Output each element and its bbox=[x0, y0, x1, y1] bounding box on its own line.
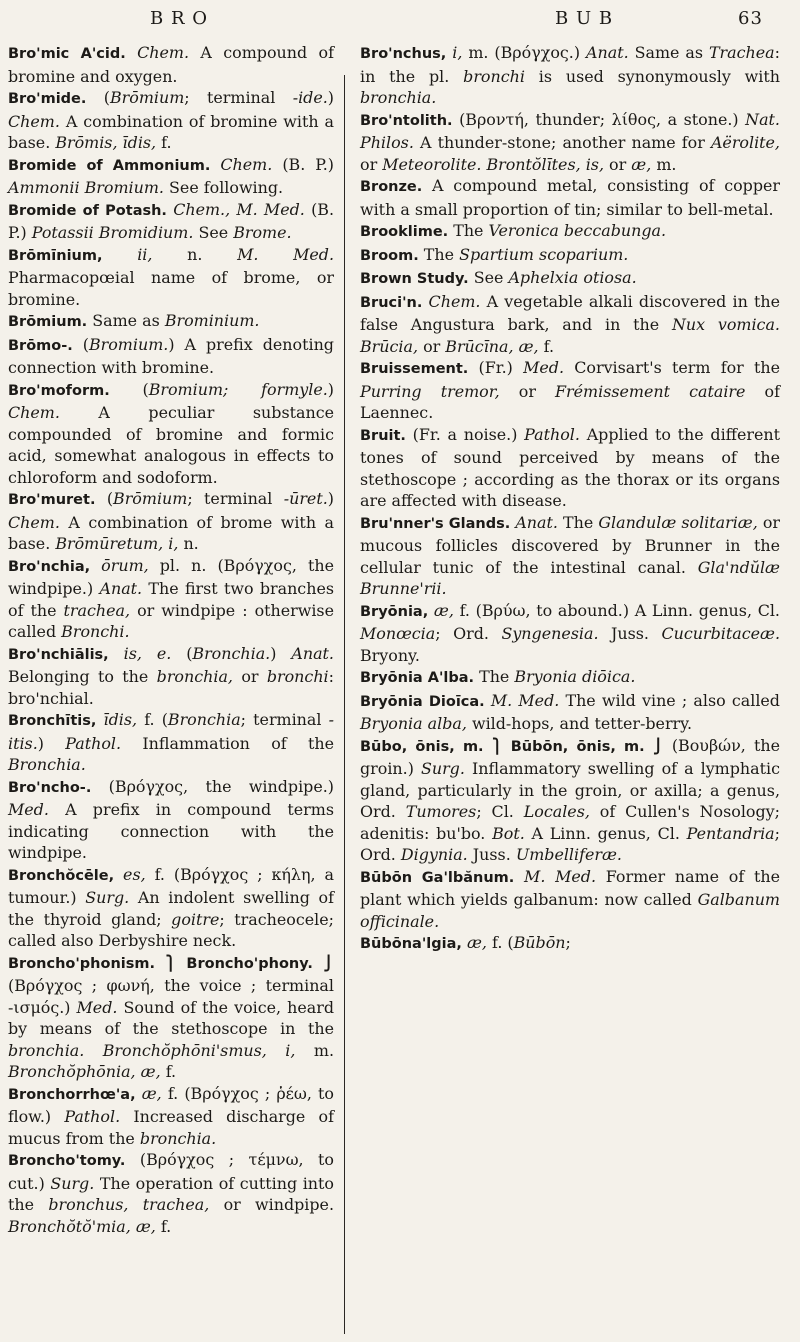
dictionary-entry bbox=[8, 555, 334, 643]
entry-definition: (Fr.) Med. Corvisart's term for the Purring tremor, or Frémissement cataire of Laennec. bbox=[360, 358, 780, 422]
entry-definition: (Brōmium; terminal -ūret.) Chem. A combination of brome with a base. Brōmūretum, i, n. bbox=[8, 489, 334, 553]
entry-headword: Broom. bbox=[360, 247, 419, 264]
entry-definition: (Brōmium; terminal -ide.) Chem. A combination of bromine with a base. Brōmis, īdis, f. bbox=[8, 88, 334, 152]
entry-definition: A compound metal, consisting of copper with a small proportion of tin; similar to bell-metal. bbox=[360, 176, 780, 219]
entry-headword: Brōmīnium, bbox=[8, 247, 103, 264]
entry-definition: æ, f. (Βρόγχος ; ῥέω, to flow.) Pathol. Increased discharge of mucus from the bronchia. bbox=[8, 1083, 335, 1148]
entry-headword: Brooklime. bbox=[360, 224, 449, 240]
entry-definition: (Bromium; formyle.) Chem. A peculiar substance compounded of bromine and formic acid, somewhat analogous in effects to chloroform and sodoform. bbox=[8, 379, 334, 487]
dictionary-entry bbox=[8, 244, 334, 311]
left-column bbox=[8, 42, 334, 1237]
entry-headword: Bru'nner's Glands. bbox=[360, 515, 511, 532]
entry-headword: Būbōn Ga'lbănum. bbox=[360, 869, 515, 886]
entry-headword: Bruci'n. bbox=[360, 294, 423, 311]
entry-headword: Bryōnia Dioīca. bbox=[360, 693, 485, 710]
entry-headword: Būbo, ōnis, m. ⎫ Būbōn, ōnis, m. ⎭ bbox=[360, 738, 664, 755]
dictionary-entry bbox=[360, 600, 780, 667]
entry-headword: Bronchītis, bbox=[8, 713, 97, 729]
dictionary-entry bbox=[8, 42, 334, 87]
dictionary-entry bbox=[360, 735, 780, 866]
entry-definition: (Βρόγχος, the windpipe.) Med. A prefix in compound terms indicating connection with the windpipe. bbox=[8, 776, 334, 862]
page-number: 63 bbox=[738, 8, 763, 29]
entry-headword: Bro'mic A'cid. bbox=[8, 46, 126, 62]
dictionary-entry bbox=[8, 379, 334, 489]
entry-definition: (Βρόγχος ; φωνή, the voice ; terminal -ισμός.) Med. Sound of the voice, heard by means of the stethoscope in the bronchia. Bronchŏphōni'smus, i, m. Bronchŏphōnia, æ, f. bbox=[8, 976, 335, 1081]
entry-definition: ōrum, pl. n. (Βρόγχος, the windpipe.) Anat. The first two branches of the trachea, or windpipe : otherwise called Bronchi. bbox=[8, 555, 334, 641]
dictionary-entry bbox=[8, 776, 334, 864]
entry-definition: M. Med. Former name of the plant which yields galbanum: now called Galbanum officinale. bbox=[360, 866, 781, 931]
entry-headword: Brōmium. bbox=[8, 314, 88, 330]
header-right-guideword: B U B bbox=[555, 8, 614, 29]
entry-definition: Anat. The Glandulæ solitariæ, or mucous follicles discovered by Brunner in the cellular tunic of the intestinal canal. Gla'ndŭlæ Brunne'rii. bbox=[360, 512, 781, 598]
dictionary-entry bbox=[360, 175, 780, 220]
dictionary-entry bbox=[8, 643, 334, 710]
entry-definition: The Veronica beccabunga. bbox=[448, 221, 667, 240]
dictionary-entry bbox=[360, 220, 780, 244]
dictionary-entry bbox=[8, 952, 334, 1083]
running-header bbox=[0, 8, 800, 38]
dictionary-entry bbox=[360, 109, 780, 176]
entry-headword: Bronchorrhœ'a, bbox=[8, 1086, 136, 1103]
dictionary-entry bbox=[360, 512, 780, 600]
dictionary-entry bbox=[360, 357, 780, 424]
entry-definition: (Fr. a noise.) Pathol. Applied to the different tones of sound perceived by means of the stethoscope ; according as the thorax or its organs are affected with disease. bbox=[360, 424, 780, 510]
dictionary-entry bbox=[8, 334, 334, 379]
dictionary-entry bbox=[8, 488, 334, 555]
entry-definition: (Βουβών, the groin.) Surg. Inflammatory swelling of a lymphatic gland, particularly in the groin, or axilla; a genus, Ord. Tumores; Cl. Locales, of Cullen's Nosology; adenitis: bu'bo. Bot. A Linn. genus, Cl. Pentandria; Ord. Digynia. Juss. Umbelliferæ. bbox=[360, 735, 781, 864]
entry-headword: Bronze. bbox=[360, 179, 423, 195]
entry-headword: Bruissement. bbox=[360, 361, 469, 377]
entry-definition: (Bromium.) A prefix denoting connection with bromine. bbox=[8, 334, 334, 377]
dictionary-entry bbox=[8, 864, 334, 952]
dictionary-entry bbox=[360, 267, 780, 291]
entry-headword: Bro'mide. bbox=[8, 91, 87, 107]
dictionary-entry bbox=[360, 866, 780, 933]
dictionary-entry bbox=[360, 932, 780, 956]
entry-definition: Chem. (B. P.) Ammonii Bromium. See following. bbox=[8, 154, 334, 197]
entry-headword: Brown Study. bbox=[360, 271, 469, 287]
entry-definition: es, f. (Βρόγχος ; κήλη, a tumour.) Surg. An indolent swelling of the thyroid gland; goitre; tracheocele; called also Derbyshire neck. bbox=[8, 864, 335, 950]
entry-definition: The Spartium scoparium. bbox=[418, 244, 629, 264]
dictionary-entry bbox=[8, 1083, 334, 1150]
entry-definition: (Βροντή, thunder; λίθος, a stone.) Nat. Philos. A thunder-stone; another name for Aërolite, or Meteorolite. Brontŏlītes, is, or æ, m. bbox=[360, 109, 780, 174]
dictionary-entry bbox=[360, 424, 780, 512]
dictionary-entry bbox=[8, 1149, 334, 1237]
entry-headword: Bryōnia, bbox=[360, 603, 429, 620]
entry-definition: Chem. A vegetable alkali discovered in the false Angustura bark, and in the Nux vomica. Brūcia, or Brūcīna, æ, f. bbox=[360, 291, 780, 356]
entry-definition: The Bryonia diōica. bbox=[474, 667, 636, 686]
entry-definition: īdis, f. (Bronchia; terminal -itis.) Pathol. Inflammation of the Bronchia. bbox=[8, 710, 334, 774]
entry-definition: See Aphelxia otiosa. bbox=[468, 268, 637, 287]
entry-headword: Bryōnia A'lba. bbox=[360, 670, 475, 686]
entry-definition: Chem., M. Med. (B. P.) Potassii Bromidium. See Brome. bbox=[8, 199, 335, 242]
dictionary-entry bbox=[360, 690, 780, 735]
right-column bbox=[360, 42, 780, 956]
entry-headword: Broncho'phonism. ⎫ Broncho'phony. ⎭ bbox=[8, 955, 334, 972]
entry-definition: is, e. (Bronchia.) Anat. Belonging to the bronchia, or bronchi: bro'nchial. bbox=[8, 643, 334, 708]
dictionary-entry bbox=[360, 42, 780, 109]
dictionary-entry bbox=[360, 244, 780, 268]
entry-headword: Bro'nchia, bbox=[8, 558, 91, 575]
entry-definition: Chem. A compound of bromine and oxygen. bbox=[8, 43, 334, 86]
entry-headword: Bro'nchus, bbox=[360, 46, 447, 62]
entry-headword: Bromide of Potash. bbox=[8, 202, 167, 219]
dictionary-entry bbox=[8, 310, 334, 334]
entry-headword: Bro'moform. bbox=[8, 382, 110, 399]
entry-headword: Būbōna'lgia, bbox=[360, 936, 462, 952]
dictionary-entry bbox=[8, 709, 334, 776]
column-divider bbox=[344, 75, 345, 1334]
entry-headword: Bruit. bbox=[360, 427, 406, 444]
entry-headword: Bro'ncho-. bbox=[8, 779, 92, 796]
entry-definition: æ, f. (Būbōn; bbox=[466, 933, 571, 952]
entry-headword: Bromide of Ammonium. bbox=[8, 157, 211, 174]
dictionary-entry bbox=[8, 87, 334, 154]
dictionary-entry bbox=[360, 291, 780, 358]
entry-definition: (Βρόγχος ; τέμνω, to cut.) Surg. The operation of cutting into the bronchus, trachea, or windpipe. Bronchŏtŏ'mia, æ, f. bbox=[8, 1150, 334, 1236]
entry-definition: i, m. (Βρόγχος.) Anat. Same as Trachea: in the pl. bronchi is used synonymously with bronchia. bbox=[360, 43, 780, 107]
dictionary-entry bbox=[8, 199, 334, 244]
entry-headword: Brōmo-. bbox=[8, 337, 73, 354]
entry-headword: Bro'nchiālis, bbox=[8, 646, 109, 663]
entry-headword: Bro'ntolith. bbox=[360, 112, 453, 129]
entry-headword: Broncho'tomy. bbox=[8, 1153, 126, 1169]
entry-definition: Same as Brominium. bbox=[87, 311, 260, 330]
header-left-guideword: B R O bbox=[150, 8, 208, 29]
entry-definition: ii, n. M. Med. Pharmacopœial name of brome, or bromine. bbox=[8, 244, 334, 309]
entry-definition: æ, f. (Βρύω, to abound.) A Linn. genus, Cl. Monœcia; Ord. Syngenesia. Juss. Cucurbitaceæ. Bryony. bbox=[360, 600, 780, 665]
entry-definition: M. Med. The wild vine ; also called Bryonia alba, wild-hops, and tetter-berry. bbox=[360, 690, 780, 733]
entry-headword: Bronchŏcēle, bbox=[8, 867, 115, 884]
entry-headword: Bro'muret. bbox=[8, 492, 96, 508]
dictionary-entry bbox=[360, 666, 780, 690]
dictionary-entry bbox=[8, 154, 334, 199]
